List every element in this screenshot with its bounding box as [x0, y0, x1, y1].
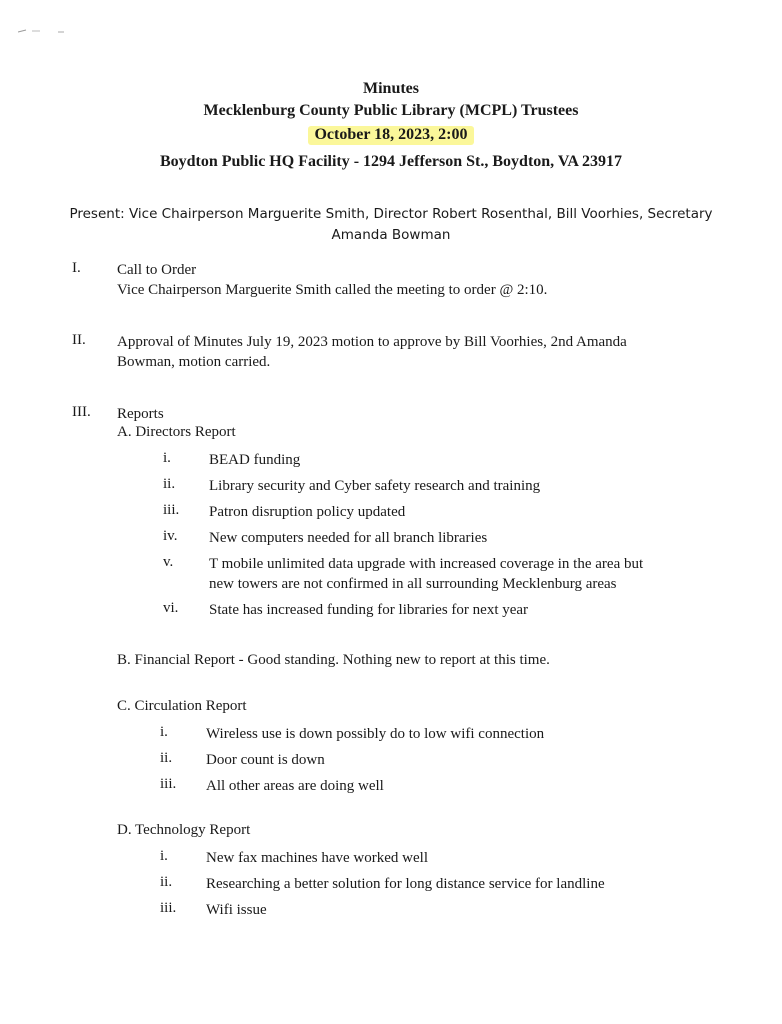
list-item-number: ii.: [160, 874, 173, 890]
list-item: BEAD funding: [209, 452, 301, 468]
directors-report-label: A. Directors Report: [117, 424, 236, 440]
attendees-line-1: Present: Vice Chairperson Marguerite Smith, Director Robert Rosenthal, Bill Voorhies, Secretary: [69, 206, 713, 222]
reports-heading: Reports: [117, 406, 164, 422]
list-item: State has increased funding for libraries for next year: [209, 602, 529, 618]
list-item: All other areas are doing well: [206, 778, 384, 794]
list-item: New fax machines have worked well: [206, 850, 428, 866]
attendees-line-2: Amanda Bowman: [331, 227, 451, 243]
technology-report-label: D. Technology Report: [117, 822, 251, 838]
list-item: Wireless use is down possibly do to low wifi connection: [206, 726, 545, 742]
approval-text-line-2: Bowman, motion carried.: [117, 354, 271, 370]
list-item-number: iii.: [163, 502, 180, 518]
attendees: [60, 204, 722, 246]
circulation-report-label: C. Circulation Report: [117, 698, 247, 714]
financial-report-label: B. Financial Report - Good standing. Nothing new to report at this time.: [117, 652, 550, 668]
list-item: Patron disruption policy updated: [209, 504, 406, 520]
list-item-number: ii.: [163, 476, 176, 492]
meeting-date: October 18, 2023, 2:00: [308, 126, 473, 145]
list-item: Door count is down: [206, 752, 325, 768]
section-numeral: I.: [72, 260, 81, 276]
call-to-order-heading: Call to Order: [117, 262, 197, 278]
list-item-continuation: new towers are not confirmed in all surrounding Mecklenburg areas: [209, 576, 617, 592]
organization-name: Mecklenburg County Public Library (MCPL) Trustees: [203, 102, 579, 119]
list-item-number: vi.: [163, 600, 179, 616]
list-item-number: i.: [160, 848, 168, 864]
list-item: Researching a better solution for long distance service for landline: [206, 876, 605, 892]
scan-speck: [18, 28, 68, 34]
list-item: T mobile unlimited data upgrade with increased coverage in the area but: [209, 556, 644, 572]
list-item: Wifi issue: [206, 902, 267, 918]
list-item-number: v.: [163, 554, 174, 570]
list-item-number: iv.: [163, 528, 178, 544]
list-item-number: ii.: [160, 750, 173, 766]
section-numeral: III.: [72, 404, 91, 420]
list-item-number: i.: [160, 724, 168, 740]
list-item: New computers needed for all branch libraries: [209, 530, 488, 546]
call-to-order-text: Vice Chairperson Marguerite Smith called the meeting to order @ 2:10.: [117, 282, 548, 298]
meeting-location: Boydton Public HQ Facility - 1294 Jefferson St., Boydton, VA 23917: [159, 153, 623, 170]
list-item: Library security and Cyber safety research and training: [209, 478, 541, 494]
approval-text-line-1: Approval of Minutes July 19, 2023 motion to approve by Bill Voorhies, 2nd Amanda: [117, 334, 627, 350]
meeting-date-wrap: [0, 126, 782, 145]
list-item-number: iii.: [160, 900, 177, 916]
section-numeral: II.: [72, 332, 86, 348]
document-title: Minutes: [363, 80, 419, 97]
list-item-number: iii.: [160, 776, 177, 792]
list-item-number: i.: [163, 450, 171, 466]
